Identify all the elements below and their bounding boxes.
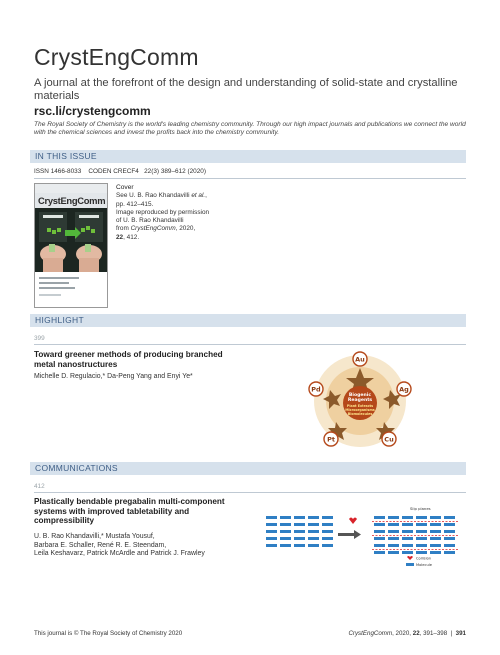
slip-planes-label: Slip planes [410, 506, 431, 511]
figure-center-line-5: Biomolecules [347, 412, 373, 416]
issn-line [34, 168, 206, 175]
cover-image[interactable] [34, 183, 108, 308]
authors-line-1: U. B. Rao Khandavilli,* Mustafa Yousuf, [34, 533, 155, 540]
section-highlight: HIGHLIGHT [30, 314, 466, 327]
figure-center-line-4: Microorganisms [345, 408, 375, 412]
figure-center-line-1: Biogenic [348, 393, 372, 398]
cover-label: Cover [116, 184, 134, 191]
rsc-statement: The Royal Society of Chemistry is the world's leading chemistry community. Through our high impact journals and publications we connect the world with the chemical sciences and invest the profits back into the chemistry community. [34, 121, 466, 137]
metal-badge-pd: Pd [311, 385, 321, 394]
collision-icon [349, 518, 357, 525]
cover-text-line [39, 287, 75, 289]
cover-artwork-svg [35, 208, 107, 272]
footer-copyright: This journal is © The Royal Society of Chemistry 2020 [34, 630, 183, 637]
cover-text-line [39, 282, 69, 284]
cover-etal: et al. [191, 192, 206, 200]
communications-article-title[interactable]: Plastically bendable pregabalin multi-component systems with improved tabletability and compressibility [34, 497, 225, 526]
legend-collision-label: Collision [416, 556, 432, 561]
legend-molecule-swatch [406, 563, 414, 566]
cover-logo: CrystEngComm [38, 195, 106, 206]
cover-line-3: Image reproduced by permission [116, 208, 210, 216]
section-in-this-issue: IN THIS ISSUE [30, 150, 466, 163]
metal-badge-pt: Pt [327, 435, 335, 444]
divider [34, 178, 466, 179]
cover-text-line [39, 277, 79, 279]
highlight-page-number: 399 [34, 335, 45, 342]
arrow-right-icon [338, 530, 361, 539]
cover-volume: 22 [116, 233, 124, 241]
section-communications: COMMUNICATIONS [30, 462, 466, 475]
cover-top-band [35, 184, 107, 193]
cover-lower-panel [35, 272, 107, 307]
footer-volume: 22 [412, 630, 420, 637]
cover-line-2: pp. 412–415. [116, 200, 154, 208]
communications-authors [34, 533, 264, 559]
communications-page-number: 412 [34, 483, 45, 490]
footer-citation: CrystEngComm, 2020, 22, 391–398 | 391 [348, 630, 466, 637]
cover-journal-name: CrystEngComm [130, 225, 176, 233]
authors-line-2: Barbara E. Schaller, René R. E. Steendam, [34, 541, 167, 549]
cover-text-line [39, 294, 61, 296]
cover-line-6: 22, 412. [116, 233, 140, 241]
legend-collision-icon [407, 556, 413, 560]
metal-badge-ag: Ag [399, 385, 409, 394]
highlight-article-title[interactable]: Toward greener methods of producing branched metal nanostructures [34, 350, 223, 369]
molecule-grid-left [266, 516, 333, 547]
footer-page-number: 391 [455, 630, 466, 637]
journal-url[interactable]: rsc.li/crystengcomm [34, 104, 151, 118]
metal-badge-cu: Cu [384, 435, 394, 444]
footer-journal: CrystEngComm [348, 630, 393, 637]
figure-center-line-2: Reagents [347, 398, 373, 403]
cover-line-1: See U. B. Rao Khandavilli et al., [116, 192, 207, 200]
volume-info: 22(3) 389–612 (2020) [144, 168, 206, 175]
cover-line-5: from CrystEngComm, 2020, [116, 225, 196, 233]
issn: ISSN 1466-8033 [34, 168, 82, 175]
divider [34, 492, 466, 493]
authors-line-3: Leila Keshavarz, Patrick McArdle and Patrick J. Frawley [34, 550, 205, 558]
highlight-figure [300, 350, 420, 450]
cover-artwork [35, 208, 107, 272]
divider [34, 344, 466, 345]
highlight-authors: Michelle D. Regulacio,* Da-Peng Yang and Enyi Ye* [34, 373, 193, 380]
communications-figure [262, 500, 472, 572]
cover-line-4: of U. B. Rao Khandavilli [116, 217, 184, 225]
journal-subtitle: A journal at the forefront of the design and understanding of solid-state and crystalline materials [34, 77, 458, 102]
legend-molecule-label: Molecule [416, 563, 432, 567]
metal-badge-au: Au [355, 355, 365, 364]
figure-center-line-3: Plant Extracts [346, 404, 374, 408]
coden: CODEN CRECF4 [88, 168, 139, 175]
cover-caption [116, 184, 266, 242]
journal-title: CrystEngComm [34, 44, 199, 70]
